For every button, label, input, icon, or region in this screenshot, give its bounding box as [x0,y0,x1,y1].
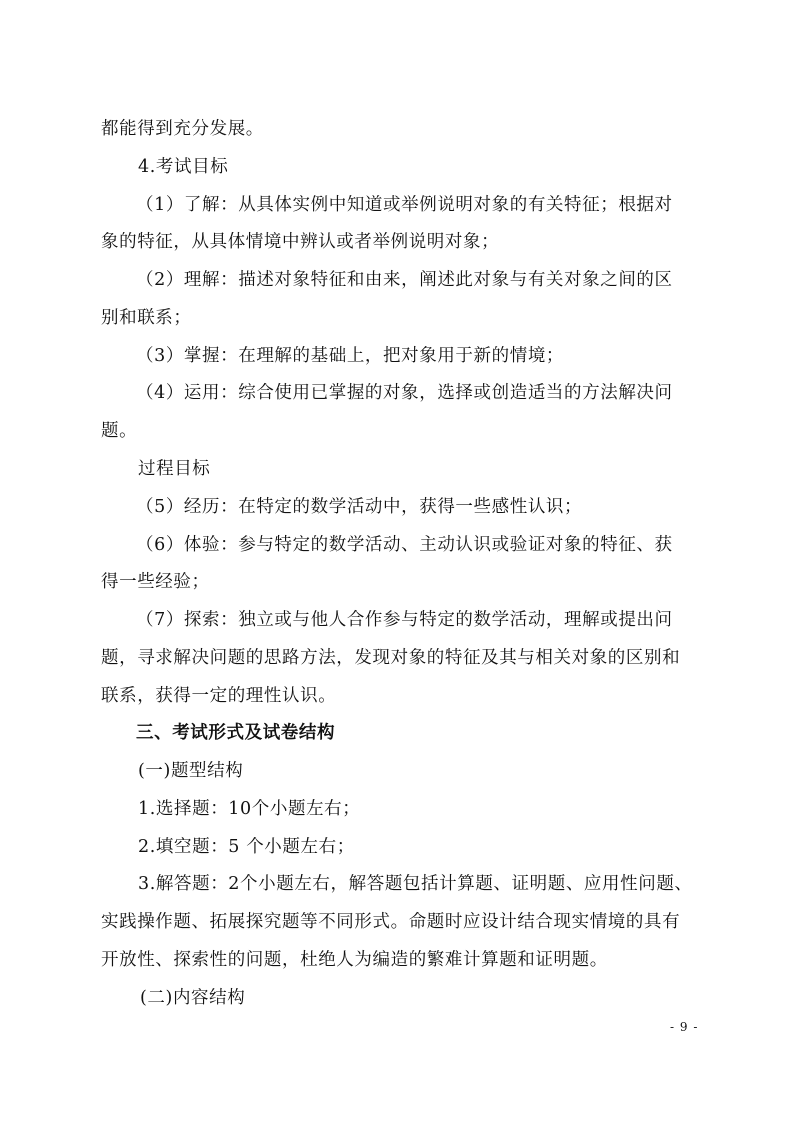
objective-apply-line-2: 题。 [101,421,138,441]
section-heading-exam-objectives: 4.考试目标 [138,157,229,177]
objective-participate-line-2: 得一些经验； [101,572,210,592]
objective-master-line: （3）掌握：在理解的基础上，把对象用于新的情境； [136,346,565,366]
objective-explore-line-2: 题，寻求解决问题的思路方法，发现对象的特征及其与相关对象的区别和 [101,648,681,668]
subsection-heading-question-types: (一)题型结构 [138,761,244,781]
question-type-free-response-line-2: 实践操作题、拓展探究题等不同形式。命题时应设计结合现实情境的具有 [101,912,681,932]
question-type-free-response-line-3: 开放性、探索性的问题，杜绝人为编造的繁难计算题和证明题。 [101,950,608,970]
question-type-free-response-line-1: 3.解答题：2个小题左右，解答题包括计算题、证明题、应用性问题、 [138,874,693,894]
page-number: - 9 - [670,1020,699,1034]
objective-explore-line-1: （7）探索：独立或与他人合作参与特定的数学活动，理解或提出问 [136,610,673,630]
objective-apply-line-1: （4）运用：综合使用已掌握的对象，选择或创造适当的方法解决问 [136,383,673,403]
objective-participate-line-1: （6）体验：参与特定的数学活动、主动认识或验证对象的特征、获 [136,535,673,555]
objective-comprehend-line-1: （2）理解：描述对象特征和由来，阐述此对象与有关对象之间的区 [136,270,673,290]
objective-experience-line: （5）经历：在特定的数学活动中，获得一些感性认识； [136,497,583,517]
paragraph-continuation: 都能得到充分发展。 [101,119,264,139]
objective-understand-line-2: 象的特征，从具体情境中辨认或者举例说明对象； [101,232,500,252]
objective-explore-line-3: 联系，获得一定的理性认识。 [101,686,337,706]
section-heading-exam-format: 三、考试形式及试卷结构 [136,723,336,743]
question-type-multiple-choice: 1.选择题：10个小题左右； [138,799,361,819]
question-type-fill-in: 2.填空题：5 个小题左右； [138,837,355,857]
objective-understand-line-1: （1）了解：从具体实例中知道或举例说明对象的有关特征；根据对 [136,195,673,215]
process-objectives-heading: 过程目标 [138,459,211,479]
objective-comprehend-line-2: 别和联系； [101,308,192,328]
subsection-heading-content-structure: (二)内容结构 [140,988,246,1008]
